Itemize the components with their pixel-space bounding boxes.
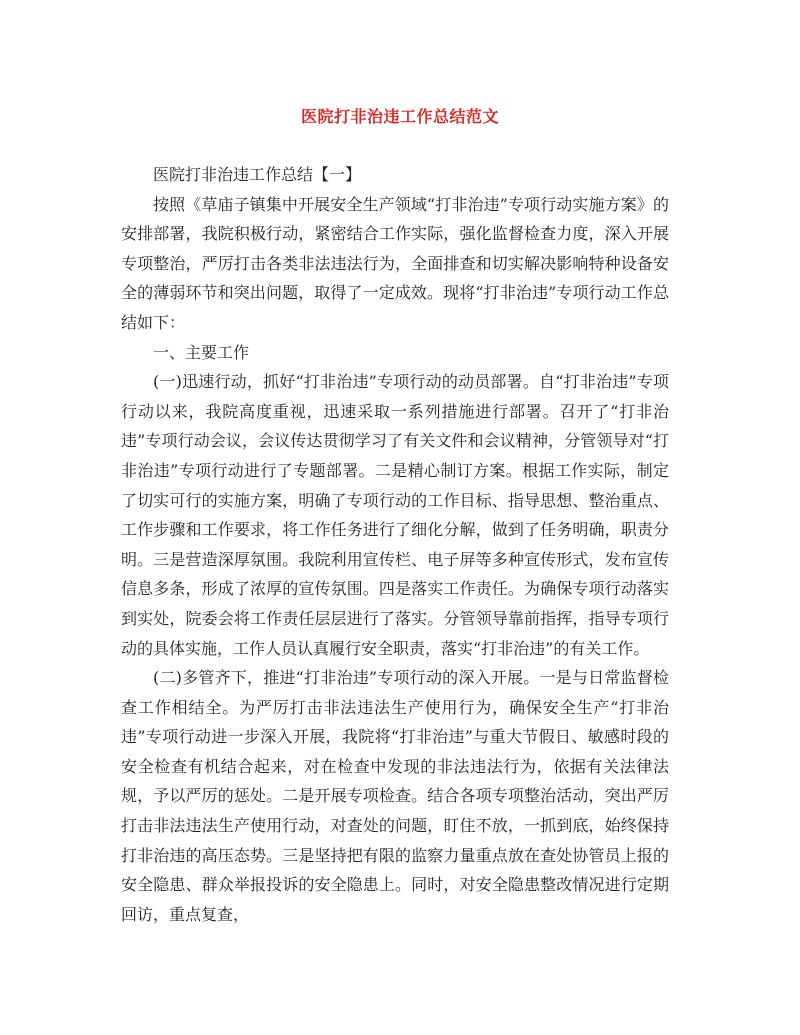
main-work-heading: 一、主要工作 bbox=[153, 342, 250, 362]
document-body bbox=[121, 160, 669, 929]
section-heading: 医院打非治违工作总结【一】 bbox=[153, 165, 362, 184]
work-paragraph-1: (一)迅速行动，抓好“打非治违”专项行动的动员部署。自“打非治违”专项行动以来，我院高度重视，迅速采取一系列措施进行部署。召开了“打非治违”专项行动会议，会议传达贯彻学习了有关文件和会议精神，分管领导对“打非治违”专项行动进行了专题部署。二是精心制订方案。根据工作实际，制定了切实可行的实施方案，明确了专项行动的工作目标、指导思想、整治重点、工作步骤和工作要求，将工作任务进行了细化分解，做到了任务明确，职责分明。三是营造深厚氛围。我院利用宣传栏、电子屏等多种宣传形式，发布宣传信息多条，形成了浓厚的宣传氛围。四是落实工作责任。为确保专项行动落实到实处，院委会将工作责任层层进行了落实。分管领导靠前指挥，指导专项行动的具体实施，工作人员认真履行安全职责，落实“打非治违”的有关工作。 bbox=[121, 372, 669, 658]
document-title: 医院打非治违工作总结范文 bbox=[300, 107, 499, 126]
intro-paragraph: 按照《草庙子镇集中开展安全生产领域“打非治违”专项行动实施方案》的安排部署，我院积极行动，紧密结合工作实际，强化监督检查力度，深入开展专项整治，严厉打击各类非法违法行为，全面排查和切实解决影响特种设备安全的薄弱环节和突出问题，取得了一定成效。现将“打非治违”专项行动工作总结如下： bbox=[121, 194, 669, 332]
work-paragraph-2: (二)多管齐下，推进“打非治违”专项行动的深入开展。一是与日常监督检查工作相结全。为严厉打击非法违法生产使用行为，确保安全生产“打非治违”专项行动进一步深入开展，我院将“打非治违”与重大节假日、敏感时段的安全检查有机结合起来，对在检查中发现的非法违法行为，依据有关法律法规，予以严厉的惩处。二是开展专项检查。结合各项专项整治活动，突出严厉打击非法违法生产使用行动，对查处的问题，盯住不放，一抓到底，始终保持打非治违的高压态势。三是坚持把有限的监察力量重点放在查处协管员上报的安全隐患、群众举报投诉的安全隐患上。同时，对安全隐患整改情况进行定期回访，重点复查， bbox=[121, 668, 669, 924]
